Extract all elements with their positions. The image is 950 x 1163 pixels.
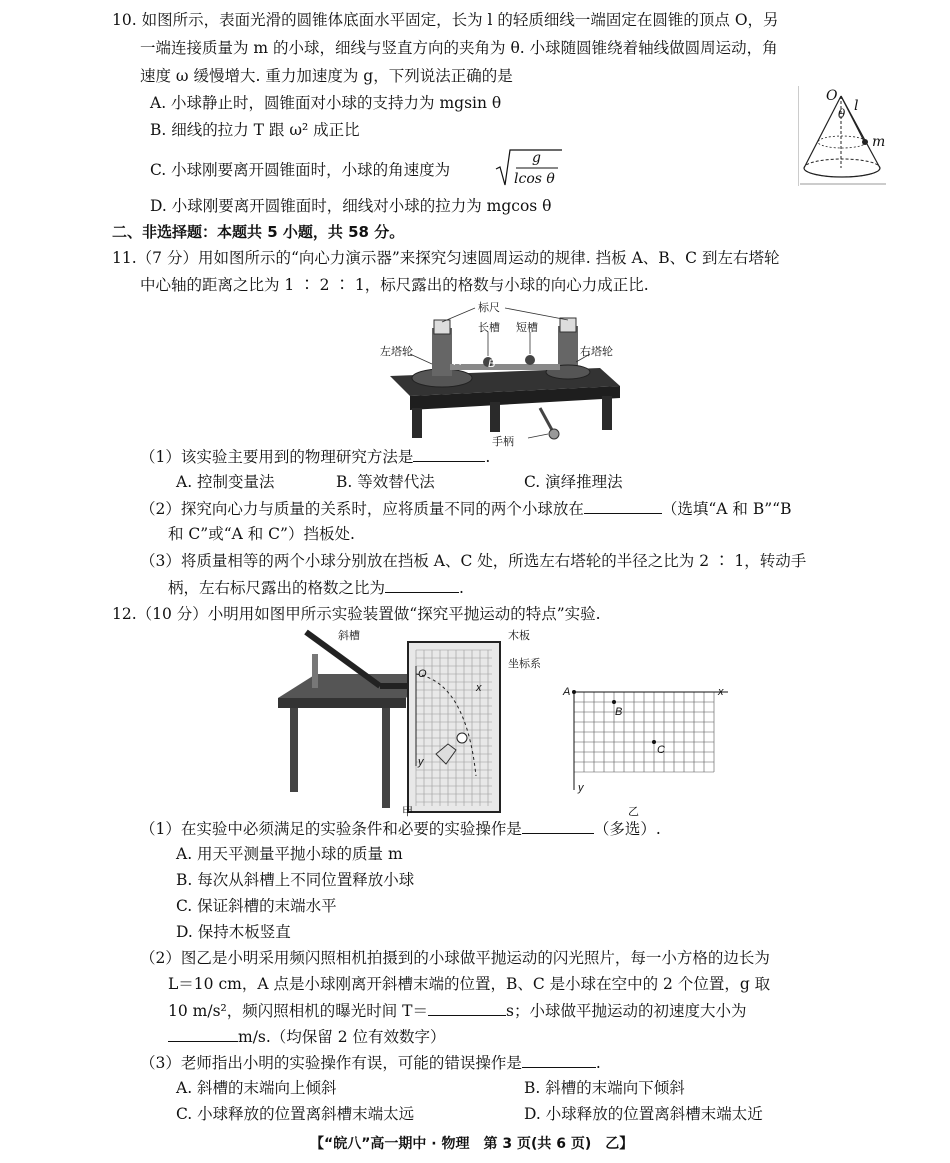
- label-jia: 甲: [402, 806, 413, 818]
- cone-label-o: O: [826, 88, 838, 104]
- q10-option-c-text: C. 小球刚要离开圆锥面时，小球的角速度为: [150, 161, 451, 179]
- q12-part3-option-c: C. 小球释放的位置离斜槽末端太远: [176, 1105, 415, 1123]
- label-baffle-b: B: [488, 358, 496, 370]
- q12-part3: [140, 1052, 601, 1073]
- q12-line1: 12.（10 分）小明用如图甲所示实验装置做“探究平抛运动的特点”实验.: [112, 605, 601, 623]
- q12-part3-end: .: [595, 1054, 601, 1072]
- q11-part2-hint: （选填“A 和 B”“B: [661, 500, 792, 518]
- q11-part3-end: .: [459, 579, 464, 597]
- q10-line1: 10. 如图所示，表面光滑的圆锥体底面水平固定，长为 l 的轻质细线一端固定在圆锥的顶点 O，另: [112, 11, 779, 29]
- q11-part1-option-c: C. 演绎推理法: [524, 473, 623, 491]
- q12-part1-option-c: C. 保证斜槽的末端水平: [176, 897, 337, 915]
- q12-part1-option-b: B. 每次从斜槽上不同位置释放小球: [176, 871, 415, 889]
- projectile-apparatus-figure: [276, 626, 541, 818]
- q10-option-c: [150, 160, 450, 180]
- q10-option-b: B. 细线的拉力 T 跟 ω² 成正比: [150, 121, 360, 139]
- strobe-photo-figure: [560, 680, 735, 820]
- q11-part1: [140, 446, 490, 467]
- q11-part3-blank[interactable]: [385, 577, 459, 593]
- apparatus-diagram: [380, 298, 625, 446]
- q11-part1-end: .: [485, 448, 491, 466]
- label-youtalun: 右塔轮: [580, 346, 613, 358]
- q10-option-c-formula: [494, 147, 564, 189]
- q12-part1-option-d: D. 保持木板竖直: [176, 923, 291, 941]
- q12-part2-line3: [168, 1000, 746, 1021]
- label-point-c: C: [657, 744, 665, 756]
- q11-part3-line2: [168, 577, 464, 598]
- q12-part3-option-a: A. 斜槽的末端向上倾斜: [176, 1079, 337, 1097]
- label-baffle-a: A: [454, 356, 462, 368]
- q11-line1: 11.（7 分）用如图所示的“向心力演示器”来探究匀速圆周运动的规律. 挡板 A、B、C 到左右塔轮: [112, 249, 780, 267]
- label-origin-o: O: [418, 668, 427, 680]
- q12-part3-option-b: B. 斜槽的末端向下倾斜: [524, 1079, 685, 1097]
- q12-part2-blank-t[interactable]: [428, 1000, 506, 1016]
- q12-part1: [140, 818, 661, 839]
- section2-heading: 二、非选择题：本题共 5 小题，共 58 分。: [112, 223, 405, 241]
- label-axis-y-jia: y: [418, 756, 424, 768]
- q11-part2-blank[interactable]: [584, 498, 662, 514]
- q12-part1-blank[interactable]: [522, 818, 594, 834]
- cone-figure: [798, 86, 888, 186]
- strobe-grid-diagram: [560, 680, 735, 820]
- page-footer: 【“皖八”高一期中 · 物理 第 3 页(共 6 页) 乙】: [310, 1136, 634, 1152]
- q11-part2-text: （2）探究向心力与质量的关系时，应将质量不同的两个小球放在: [140, 500, 584, 518]
- q11-part3-text: 柄，左右标尺露出的格数之比为: [168, 579, 386, 597]
- cone-label-l: l: [854, 98, 859, 114]
- apparatus-jia-diagram: [276, 626, 538, 818]
- centripetal-apparatus-figure: [380, 298, 625, 446]
- q12-part2-text2: s；小球做平抛运动的初速度大小为: [506, 1002, 747, 1020]
- formula-numerator: g: [532, 150, 541, 166]
- q11-part2: [140, 498, 791, 519]
- q11-line2: 中心轴的距离之比为 1 ∶ 2 ∶ 1，标尺露出的格数与小球的向心力成正比.: [140, 276, 649, 294]
- q11-part2-line2: 和 C”或“A 和 C”）挡板处.: [168, 525, 355, 543]
- label-axis-x-jia: x: [476, 682, 482, 694]
- label-axis-y-yi: y: [578, 782, 584, 794]
- q10-option-d: D. 小球刚要离开圆锥面时，细线对小球的拉力为 mgcos θ: [150, 197, 552, 215]
- label-duancao: 短槽: [516, 322, 538, 334]
- q12-part1-option-a: A. 用天平测量平抛小球的质量 m: [176, 845, 403, 863]
- q11-part1-option-a: A. 控制变量法: [176, 473, 275, 491]
- label-baffle-c: C: [544, 354, 552, 366]
- q12-part1-text: （1）在实验中必须满足的实验条件和必要的实验操作是: [140, 820, 522, 838]
- label-point-a: A: [563, 686, 571, 698]
- label-xiecao: 斜槽: [338, 630, 360, 642]
- q12-part2-line1: （2）图乙是小明采用频闪照相机拍摄到的小球做平抛运动的闪光照片，每一小方格的边长为: [140, 949, 770, 967]
- q12-part2-unit: m/s.（均保留 2 位有效数字）: [238, 1028, 446, 1046]
- q12-part3-blank[interactable]: [522, 1052, 596, 1068]
- label-changcao: 长槽: [478, 322, 500, 334]
- label-point-b: B: [615, 706, 623, 718]
- q10-line2: 一端连接质量为 m 的小球，细线与竖直方向的夹角为 θ. 小球随圆锥绕着轴线做圆周运动，角: [140, 39, 778, 57]
- label-yi: 乙: [628, 806, 639, 818]
- q11-part3-line1: （3）将质量相等的两个小球分别放在挡板 A、C 处，所选左右塔轮的半径之比为 2 ∶ 1，转动手: [140, 552, 807, 570]
- label-zuobiaoxi: 坐标系: [508, 658, 541, 670]
- q12-part3-option-d: D. 小球释放的位置离斜槽末端太近: [524, 1105, 763, 1123]
- q11-part1-blank[interactable]: [413, 446, 485, 462]
- q12-part2-line4: [168, 1026, 446, 1047]
- q12-part2-blank-v[interactable]: [168, 1026, 238, 1042]
- cone-label-theta: θ: [838, 107, 846, 121]
- q12-part2-line2: L＝10 cm，A 点是小球刚离开斜槽末端的位置，B、C 是小球在空中的 2 个位置，g 取: [168, 975, 771, 993]
- cone-label-m: m: [872, 134, 886, 150]
- label-biaochi: 标尺: [478, 302, 500, 314]
- label-zuotalun: 左塔轮: [380, 346, 413, 358]
- q11-part1-option-b: B. 等效替代法: [336, 473, 435, 491]
- q10-option-a: A. 小球静止时，圆锥面对小球的支持力为 mgsin θ: [150, 94, 502, 112]
- formula-denominator: lcos θ: [514, 171, 555, 187]
- q11-part1-text: （1）该实验主要用到的物理研究方法是: [140, 448, 414, 466]
- q10-line3: 速度 ω 缓慢增大. 重力加速度为 g，下列说法正确的是: [140, 67, 513, 85]
- q12-part3-text: （3）老师指出小明的实验操作有误，可能的错误操作是: [140, 1054, 522, 1072]
- q12-part1-hint: （多选）.: [593, 820, 661, 838]
- q12-part2-text: 10 m/s²，频闪照相机的曝光时间 T＝: [168, 1002, 429, 1020]
- label-muban: 木板: [508, 630, 530, 642]
- label-axis-x-yi: x: [718, 686, 724, 698]
- label-shoubing: 手柄: [492, 436, 514, 448]
